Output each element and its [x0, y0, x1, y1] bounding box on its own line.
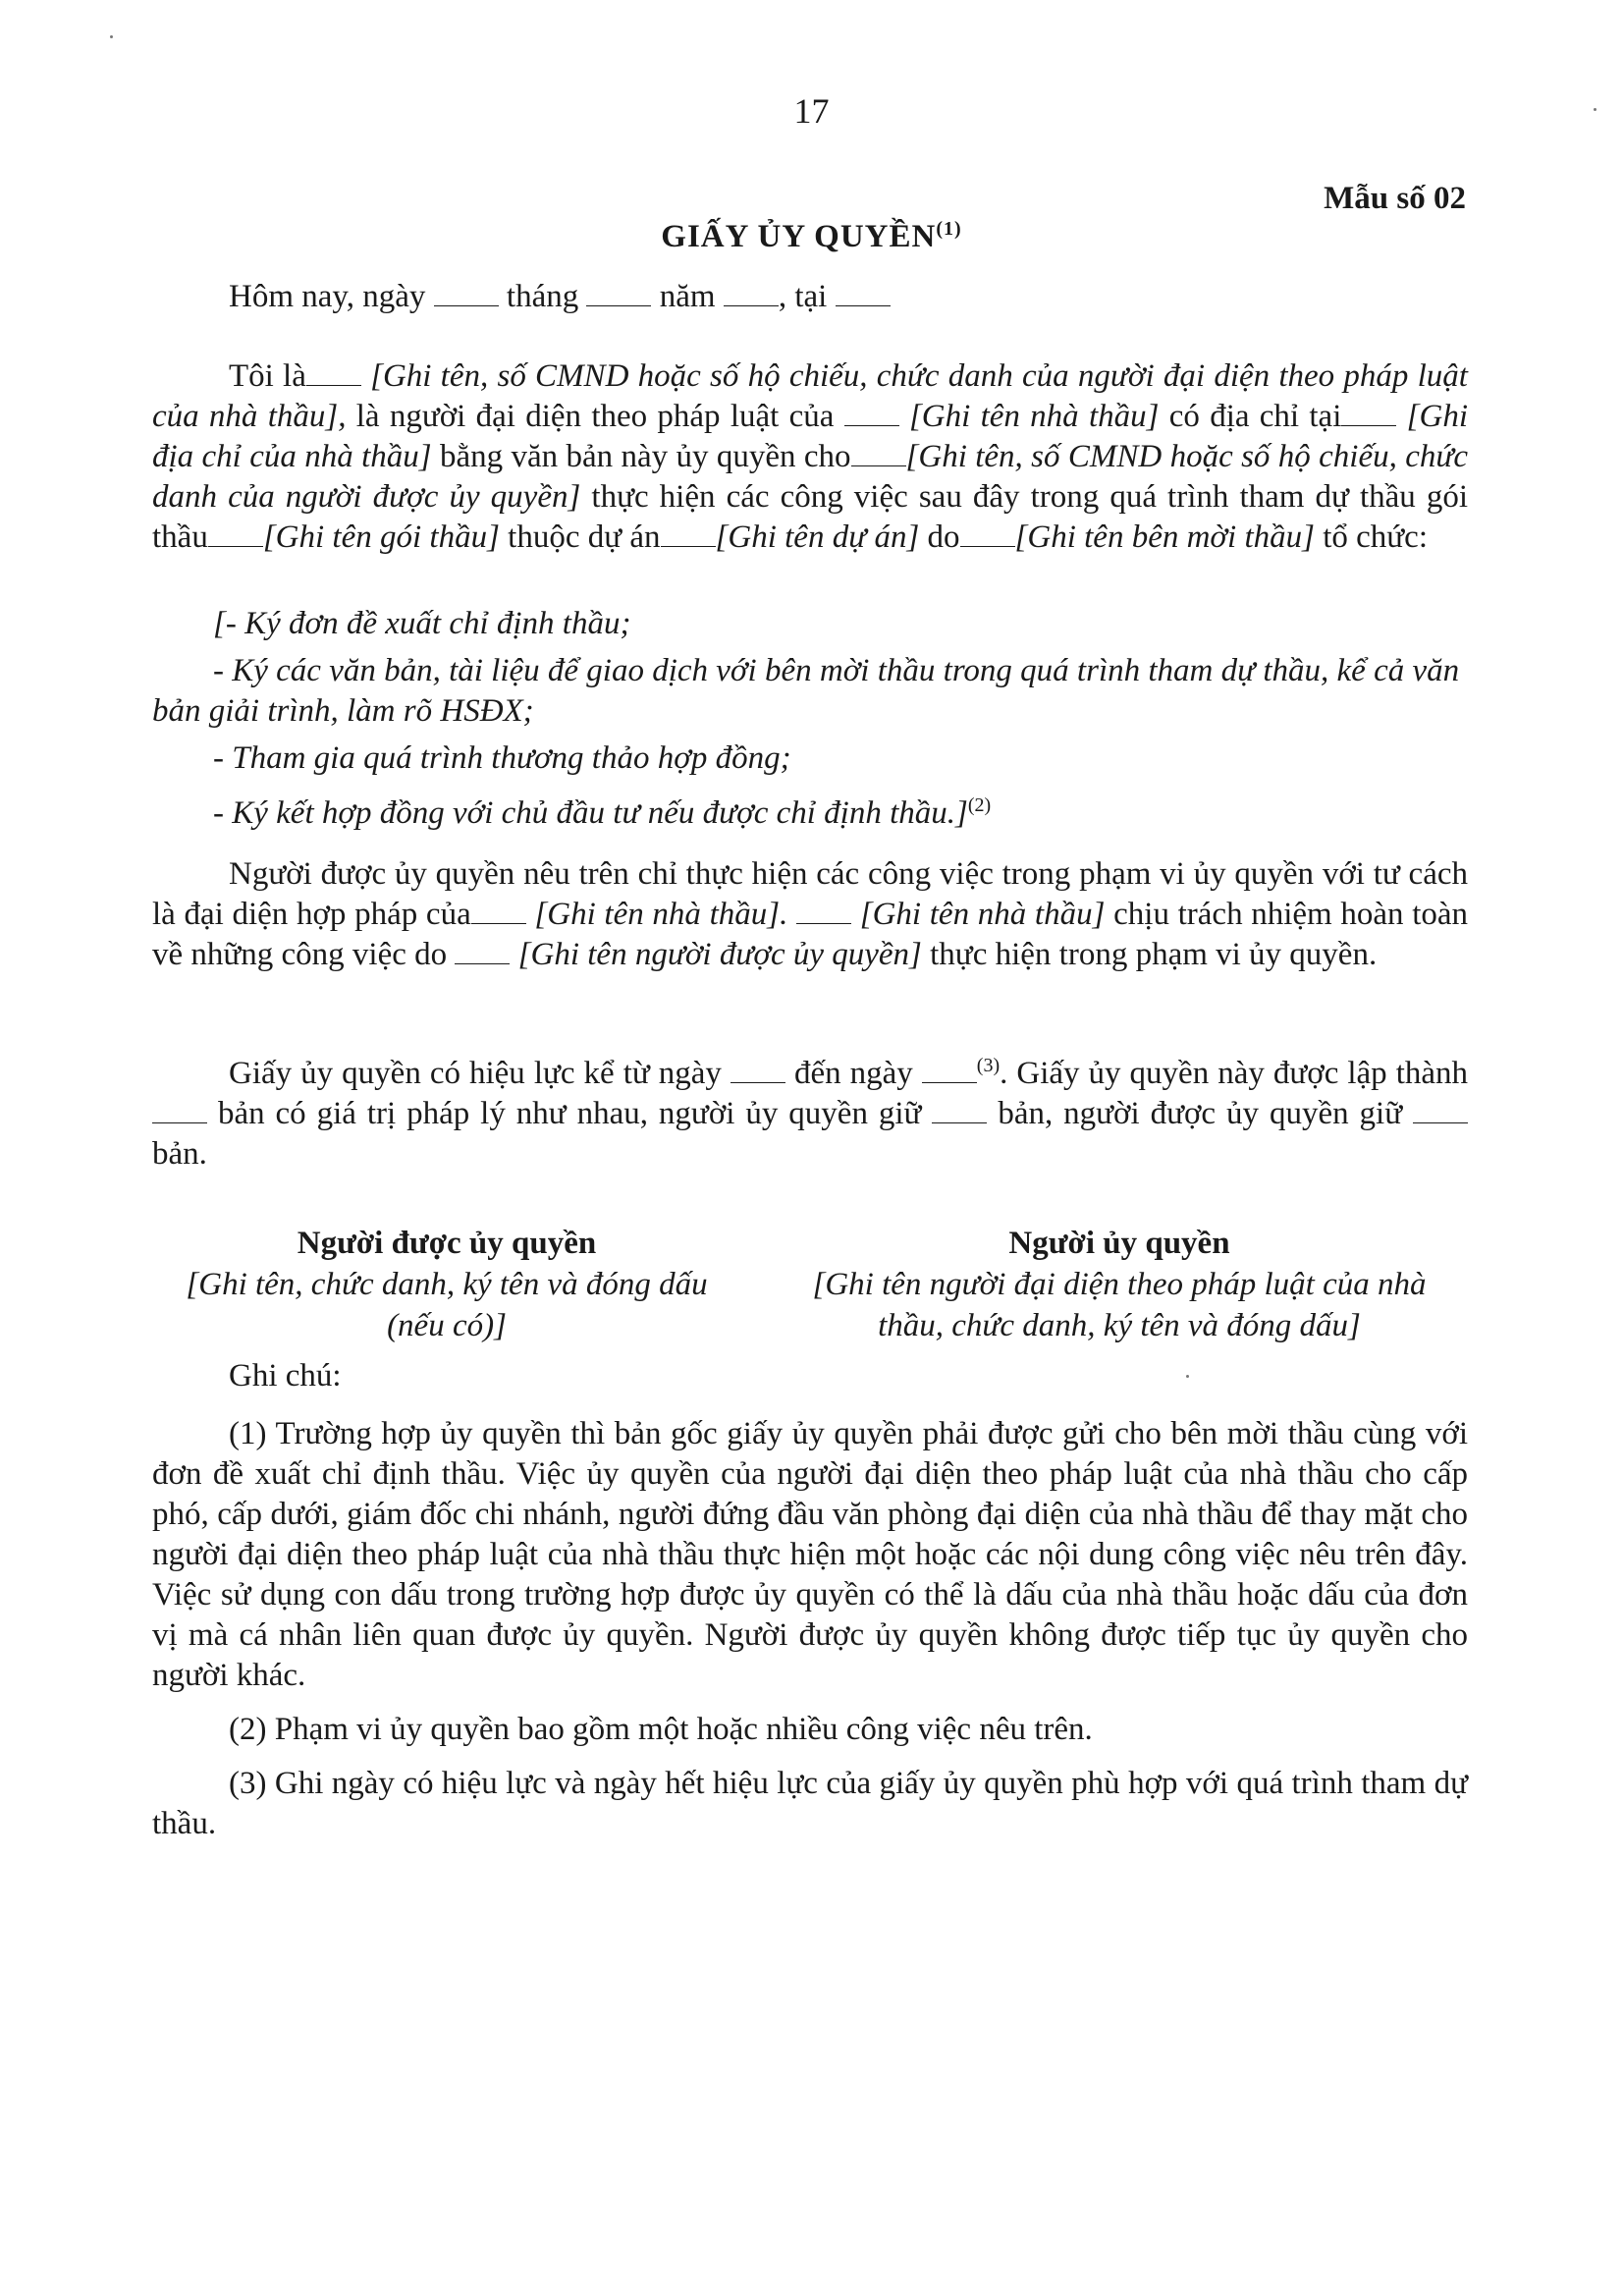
para-text: Giấy ủy quyền có hiệu lực kể từ ngày	[229, 1056, 722, 1091]
proxy-blank	[455, 942, 510, 964]
scope-item: - Tham gia quá trình thương thảo hợp đồng;	[213, 740, 791, 776]
para-text: bản, người được ủy quyền giữ	[998, 1096, 1403, 1131]
month-label: tháng	[506, 279, 579, 314]
intro-instruction: [Ghi tên dự án]	[715, 519, 920, 555]
intro-text: tổ chức:	[1323, 519, 1428, 555]
intro-instruction: [Ghi tên nhà thầu]	[908, 399, 1160, 434]
signature-instruction: [Ghi tên, chức danh, ký tên và đóng dấu	[186, 1267, 708, 1302]
proxy-blank	[851, 444, 906, 466]
package-blank	[208, 524, 263, 547]
responsibility-paragraph	[152, 854, 1468, 975]
project-blank	[661, 524, 716, 547]
address-blank	[1341, 404, 1396, 426]
signature-grantor	[771, 1223, 1468, 1346]
signature-instruction: [Ghi tên người đại diện theo pháp luật của nhà	[812, 1267, 1427, 1302]
para-text: Người được ủy quyền nêu trên chỉ thực hiện các công việc trong phạm vi ủy quyền với tư cách là đại diện hợp pháp của	[152, 856, 1468, 932]
intro-text: có địa chỉ tại	[1168, 399, 1342, 434]
para-text: bản.	[152, 1136, 207, 1172]
contractor-blank	[844, 404, 899, 426]
intro-paragraph	[152, 356, 1468, 558]
procuring-entity-blank	[960, 524, 1015, 547]
validity-paragraph	[152, 1046, 1468, 1175]
place-blank	[836, 284, 891, 306]
grantor-copies-blank	[932, 1101, 987, 1123]
para-instruction: [Ghi tên người được ủy quyền]	[517, 937, 922, 972]
intro-text: bằng văn bản này ủy quyền cho	[439, 439, 851, 474]
scope-list	[152, 604, 1468, 834]
intro-text: là người đại diện theo pháp luật của	[355, 399, 835, 434]
scope-item	[152, 786, 1468, 834]
notes-section	[152, 1414, 1468, 1858]
form-code: Mẫu số 02	[1324, 181, 1466, 216]
year-label: năm	[659, 279, 716, 314]
title-footnote-ref: (1)	[936, 218, 962, 240]
signature-heading: Người được ủy quyền	[297, 1226, 597, 1261]
scope-item: [- Ký đơn đề xuất chỉ định thầu;	[213, 606, 631, 641]
page-number: 17	[793, 91, 830, 131]
contractor-blank	[471, 902, 526, 924]
contractor-blank	[796, 902, 851, 924]
scope-item: - Ký các văn bản, tài liệu để giao dịch với bên mời thầu trong quá trình tham dự thầu, kể cả văn bản giải trình, làm rõ HSĐX;	[152, 653, 1460, 729]
notes-label: Ghi chú:	[229, 1358, 342, 1394]
signature-instruction: (nếu có)]	[387, 1308, 507, 1343]
scan-speck	[110, 35, 113, 38]
date-line	[152, 277, 1544, 317]
copies-blank	[152, 1101, 207, 1123]
signature-heading: Người ủy quyền	[1008, 1226, 1230, 1261]
para-text: thực hiện trong phạm vi ủy quyền.	[930, 937, 1378, 972]
intro-instruction: [Ghi địa chỉ của nhà thầu]	[152, 399, 1468, 474]
note-item: (2) Phạm vi ủy quyền bao gồm một hoặc nhiều công việc nêu trên.	[229, 1712, 1093, 1747]
intro-text: do	[927, 519, 960, 555]
intro-instruction: [Ghi tên, số CMND hoặc số hộ chiếu, chức danh của người được ủy quyền]	[152, 439, 1469, 515]
scope-footnote-ref: (2)	[967, 794, 992, 816]
proxy-copies-blank	[1413, 1101, 1468, 1123]
para-text: chịu trách nhiệm hoàn toàn về những công việc do	[152, 897, 1469, 972]
month-blank	[586, 284, 651, 306]
para-text: . Giấy ủy quyền này được lập thành	[1000, 1056, 1469, 1091]
date-prefix: Hôm nay, ngày	[229, 279, 426, 314]
para-instruction: [Ghi tên nhà thầu]	[859, 897, 1106, 932]
note-item: (3) Ghi ngày có hiệu lực và ngày hết hiệu lực của giấy ủy quyền phù hợp với quá trình tham dự thầu.	[152, 1766, 1468, 1841]
intro-text: thuộc dự án	[508, 519, 661, 555]
scope-item-text: - Ký kết hợp đồng với chủ đầu tư nếu được chỉ định thầu.]	[213, 795, 968, 831]
title-text: GIẤY ỦY QUYỀN	[661, 219, 937, 254]
end-date-blank	[922, 1061, 977, 1083]
scan-speck	[1186, 1375, 1189, 1378]
document-title	[0, 218, 1623, 255]
year-blank	[724, 284, 779, 306]
para-instruction: [Ghi tên nhà thầu].	[534, 897, 788, 932]
day-blank	[434, 284, 499, 306]
intro-instruction: [Ghi tên, số CMND hoặc số hộ chiếu, chức danh của người đại diện theo pháp luật của nhà thầu],	[152, 358, 1468, 434]
para-text: bản có giá trị pháp lý như nhau, người ủy quyền giữ	[217, 1096, 922, 1131]
validity-footnote-ref: (3)	[976, 1055, 1001, 1076]
intro-instruction: [Ghi tên gói thầu]	[262, 519, 500, 555]
start-date-blank	[730, 1061, 785, 1083]
intro-text: thực hiện các công việc sau đây trong quá trình tham dự thầu gói thầu	[152, 479, 1469, 555]
signature-instruction: thầu, chức danh, ký tên và đóng dấu]	[878, 1308, 1361, 1343]
place-label: , tại	[778, 279, 828, 314]
signature-proxy	[152, 1223, 741, 1346]
intro-instruction: [Ghi tên bên mời thầu]	[1014, 519, 1315, 555]
intro-text: Tôi là	[229, 358, 306, 394]
note-item: (1) Trường hợp ủy quyền thì bản gốc giấy ủy quyền phải được gửi cho bên mời thầu cùng với đơn đề xuất chỉ định thầu. Việc ủy quyền của người đại diện theo pháp luật của nhà thầu cho cấp phó, cấp dưới, giám đốc chi nhánh, người đứng đầu văn phòng đại diện của nhà thầu để thay mặt cho người đại diện theo pháp luật của nhà thầu thực hiện một hoặc các nội dung công việc nêu trên đây. Việc sử dụng con dấu trong trường hợp được ủy quyền có thể là dấu của nhà thầu hoặc dấu của đơn vị mà cá nhân liên quan được ủy quyền. Người được ủy quyền không được tiếp tục ủy quyền cho người khác.	[152, 1416, 1468, 1693]
para-text: đến ngày	[793, 1056, 913, 1091]
name-blank	[306, 363, 361, 386]
